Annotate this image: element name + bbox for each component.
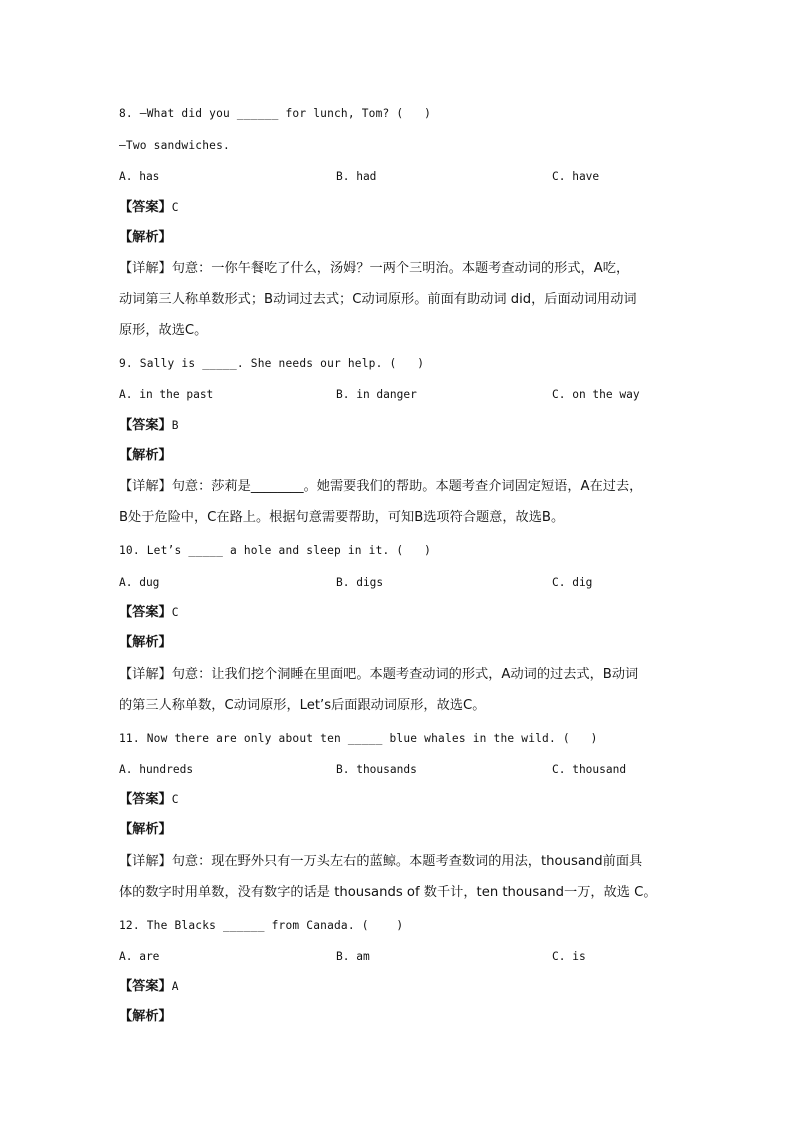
answer-value: C bbox=[171, 793, 179, 806]
question-9-detail-line: B处于危险中，C在路上。根据句意需要帮助，可知B选项符合题意，故选B。 bbox=[119, 510, 565, 525]
question-12-answer bbox=[119, 977, 179, 995]
question-8-option-c: C. have bbox=[552, 170, 600, 183]
question-8-detail-line: 动词第三人称单数形式；B动词过去式；C动词原形。前面有助动词 did，后面动词用动词 bbox=[119, 292, 637, 307]
question-8-detail-line: 【详解】句意：一你午餐吃了什么，汤姆？一两个三明治。本题考查动词的形式，A吃， bbox=[119, 261, 630, 276]
question-12-analysis-tag: 【解析】 bbox=[119, 1009, 172, 1024]
question-8-option-a: A. has bbox=[119, 170, 160, 183]
answer-value: C bbox=[171, 606, 179, 619]
question-11-stem: 11. Now there are only about ten _____ blue whales in the wild. ( ) bbox=[119, 732, 598, 745]
question-12-option-c: C. is bbox=[552, 950, 586, 963]
question-10-detail-line: 的第三人称单数，C动词原形，Let’s后面跟动词原形，故选C。 bbox=[119, 698, 486, 713]
answer-tag: 【答案】 bbox=[119, 605, 172, 620]
question-10-option-a: A. dug bbox=[119, 576, 160, 589]
question-9-option-b: B. in danger bbox=[336, 388, 417, 401]
question-8-detail-line: 原形，故选C。 bbox=[119, 323, 208, 338]
question-10-analysis-tag: 【解析】 bbox=[119, 635, 172, 650]
question-9-answer bbox=[119, 416, 179, 434]
question-9-analysis-tag: 【解析】 bbox=[119, 448, 172, 463]
answer-value: B bbox=[171, 419, 179, 432]
question-11-option-a: A. hundreds bbox=[119, 763, 194, 776]
answer-tag: 【答案】 bbox=[119, 200, 172, 215]
question-12-stem: 12. The Blacks ______ from Canada. ( ) bbox=[119, 919, 404, 932]
question-11-detail-line: 体的数字时用单数，没有数字的话是 thousands of 数千计，ten thousand一万，故选 C。 bbox=[119, 885, 657, 900]
answer-value: C bbox=[171, 201, 179, 214]
answer-tag: 【答案】 bbox=[119, 979, 172, 994]
question-9-option-a: A. in the past bbox=[119, 388, 214, 401]
question-10-stem: 10. Let’s _____ a hole and sleep in it. ( ) bbox=[119, 544, 432, 557]
question-8-answer bbox=[119, 198, 179, 216]
question-8-stem: 8. —What did you ______ for lunch, Tom? ( ) bbox=[119, 107, 432, 120]
question-12-option-a: A. are bbox=[119, 950, 160, 963]
question-8-reply: —Two sandwiches. bbox=[119, 139, 230, 152]
answer-value: A bbox=[171, 980, 179, 993]
question-11-answer bbox=[119, 790, 179, 808]
question-11-analysis-tag: 【解析】 bbox=[119, 822, 172, 837]
question-12-option-b: B. am bbox=[336, 950, 370, 963]
question-11-detail-line: 【详解】句意：现在野外只有一万头左右的蓝鲸。本题考查数词的用法，thousand前面具 bbox=[119, 854, 643, 869]
answer-tag: 【答案】 bbox=[119, 418, 172, 433]
answer-tag: 【答案】 bbox=[119, 792, 172, 807]
question-9-option-c: C. on the way bbox=[552, 388, 640, 401]
question-11-option-c: C. thousand bbox=[552, 763, 627, 776]
question-8-option-b: B. had bbox=[336, 170, 377, 183]
question-10-detail-line: 【详解】句意：让我们挖个洞睡在里面吧。本题考查动词的形式，A动词的过去式，B动词 bbox=[119, 667, 639, 682]
question-9-stem: 9. Sally is _____. She needs our help. ( ) bbox=[119, 357, 425, 370]
question-8-analysis-tag: 【解析】 bbox=[119, 230, 172, 245]
question-11-option-b: B. thousands bbox=[336, 763, 417, 776]
question-10-option-b: B. digs bbox=[336, 576, 384, 589]
question-10-answer bbox=[119, 603, 179, 621]
question-10-option-c: C. dig bbox=[552, 576, 593, 589]
question-9-detail-line: 【详解】句意：莎莉是________。她需要我们的帮助。本题考查介词固定短语，A在过去， bbox=[119, 479, 643, 494]
